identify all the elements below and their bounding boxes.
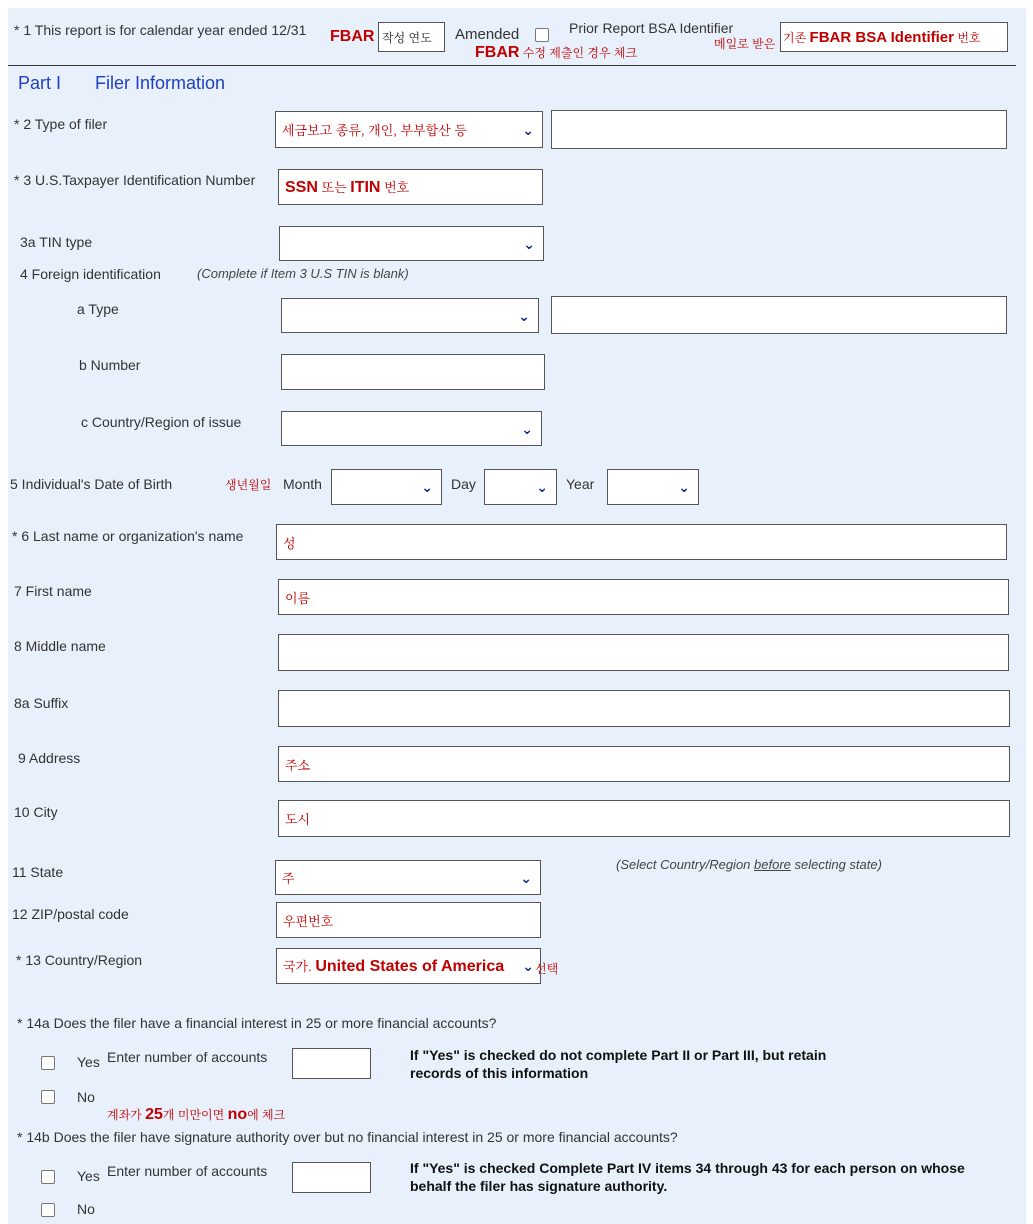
middle-name-label: 8 Middle name <box>14 638 106 654</box>
report-year-input[interactable]: 작성 연도 <box>378 22 445 52</box>
country-note: 선택 <box>535 962 559 976</box>
chevron-down-icon: ⌄ <box>678 479 690 495</box>
foreign-number-input[interactable] <box>281 354 545 390</box>
address-label: 9 Address <box>18 750 81 766</box>
dob-month-select[interactable] <box>331 469 442 505</box>
foreign-type-select[interactable] <box>281 298 539 333</box>
type-of-filer-select[interactable]: 세금보고 종류, 개인, 부부합산 등 ⌄ <box>275 111 543 148</box>
type-of-filer-label: * 2 Type of filer <box>14 116 108 132</box>
q14a-question: * 14a Does the filer have a financial interest in 25 or more financial accounts? <box>17 1015 497 1031</box>
q14b-accounts-input[interactable] <box>292 1162 371 1193</box>
chevron-down-icon: ⌄ <box>536 479 548 495</box>
header-divider <box>8 65 1016 66</box>
suffix-label: 8a Suffix <box>14 695 69 711</box>
q14b-yes-label: Yes <box>77 1168 100 1184</box>
foreign-number-label: b Number <box>79 357 141 373</box>
dob-day-select[interactable] <box>484 469 557 505</box>
q14a-yes-label: Yes <box>77 1054 100 1070</box>
prior-bsa-input[interactable]: 기존 FBAR BSA Identifier 번호 <box>780 22 1008 52</box>
q14a-no-label: No <box>77 1089 95 1105</box>
state-select[interactable]: 주 ⌄ <box>275 860 541 895</box>
q14a-accounts-label: Enter number of accounts <box>107 1049 268 1065</box>
city-label: 10 City <box>14 804 58 820</box>
city-input[interactable]: 도시 <box>278 800 1010 837</box>
tin-label: * 3 U.S.Taxpayer Identification Number <box>14 172 256 188</box>
chevron-down-icon: ⌄ <box>523 235 535 252</box>
tin-type-label: 3a TIN type <box>20 234 93 250</box>
chevron-down-icon: ⌄ <box>522 121 534 138</box>
q14a-no-checkbox[interactable] <box>41 1090 55 1104</box>
address-input[interactable]: 주소 <box>278 746 1010 782</box>
tin-input[interactable]: SSN 또는 ITIN 번호 <box>278 169 543 205</box>
foreign-country-label: c Country/Region of issue <box>81 414 242 430</box>
prior-bsa-label: Prior Report BSA Identifier <box>569 20 734 36</box>
chevron-down-icon: ⌄ <box>522 958 534 974</box>
state-note: (Select Country/Region before selecting state) <box>616 857 882 872</box>
middle-name-input[interactable] <box>278 634 1009 671</box>
q14a-note: 계좌가 25개 미만이면 no에 체크 <box>107 1106 286 1123</box>
chevron-down-icon: ⌄ <box>421 479 433 495</box>
type-of-filer-other-input[interactable] <box>551 110 1007 149</box>
dob-label: 5 Individual's Date of Birth <box>10 476 173 492</box>
bsa-note-prefix: 메일로 받은 <box>714 37 776 51</box>
part-title: Filer Information <box>95 73 226 93</box>
last-name-input[interactable]: 성 <box>276 524 1007 560</box>
q14a-info-line1: If "Yes" is checked do not complete Part II or Part III, but retain <box>410 1047 827 1063</box>
foreign-type-label: a Type <box>77 301 119 317</box>
dob-month-label: Month <box>283 476 322 492</box>
foreign-type-other-input[interactable] <box>551 296 1007 334</box>
dob-note: 생년월일 <box>225 478 272 492</box>
dob-year-select[interactable] <box>607 469 699 505</box>
first-name-input[interactable]: 이름 <box>278 579 1009 615</box>
amended-checkbox[interactable] <box>535 28 549 42</box>
first-name-label: 7 First name <box>14 583 92 599</box>
foreign-country-select[interactable] <box>281 411 542 446</box>
q14b-no-label: No <box>77 1201 95 1217</box>
dob-year-label: Year <box>566 476 595 492</box>
chevron-down-icon: ⌄ <box>521 420 533 437</box>
q14b-info-line1: If "Yes" is checked Complete Part IV items 34 through 43 for each person on whose <box>410 1160 965 1176</box>
q14a-accounts-input[interactable] <box>292 1048 371 1079</box>
chevron-down-icon: ⌄ <box>520 869 532 886</box>
q14b-yes-checkbox[interactable] <box>41 1170 55 1184</box>
country-select[interactable]: 국가. United States of America ⌄ <box>276 948 541 984</box>
q14b-accounts-label: Enter number of accounts <box>107 1163 268 1179</box>
q14b-no-checkbox[interactable] <box>41 1203 55 1217</box>
q14b-question: * 14b Does the filer have signature authority over but no financial interest in 25 or more financial accounts? <box>17 1129 678 1145</box>
zip-input[interactable]: 우편번호 <box>276 902 541 938</box>
q14a-info-line2: records of this information <box>410 1065 589 1081</box>
foreign-id-label: 4 Foreign identification <box>20 266 161 282</box>
dob-day-label: Day <box>451 476 476 492</box>
part-number: Part I <box>18 73 62 93</box>
q14b-info-line2: behalf the filer has signature authority. <box>410 1178 668 1194</box>
chevron-down-icon: ⌄ <box>518 307 530 324</box>
country-label: * 13 Country/Region <box>16 952 143 968</box>
state-label: 11 State <box>12 864 64 880</box>
zip-label: 12 ZIP/postal code <box>12 906 129 922</box>
foreign-id-note: (Complete if Item 3 U.S TIN is blank) <box>197 266 409 281</box>
suffix-input[interactable] <box>278 690 1010 727</box>
amended-label: Amended <box>455 26 520 43</box>
fbar-tag: FBAR <box>330 28 375 45</box>
amended-note: FBAR 수정 제출인 경우 체크 <box>475 44 638 61</box>
tin-type-select[interactable] <box>279 226 544 261</box>
last-name-label: * 6 Last name or organization's name <box>12 528 244 544</box>
item1-label: * 1 This report is for calendar year ended 12/31 <box>14 22 307 38</box>
q14a-yes-checkbox[interactable] <box>41 1056 55 1070</box>
